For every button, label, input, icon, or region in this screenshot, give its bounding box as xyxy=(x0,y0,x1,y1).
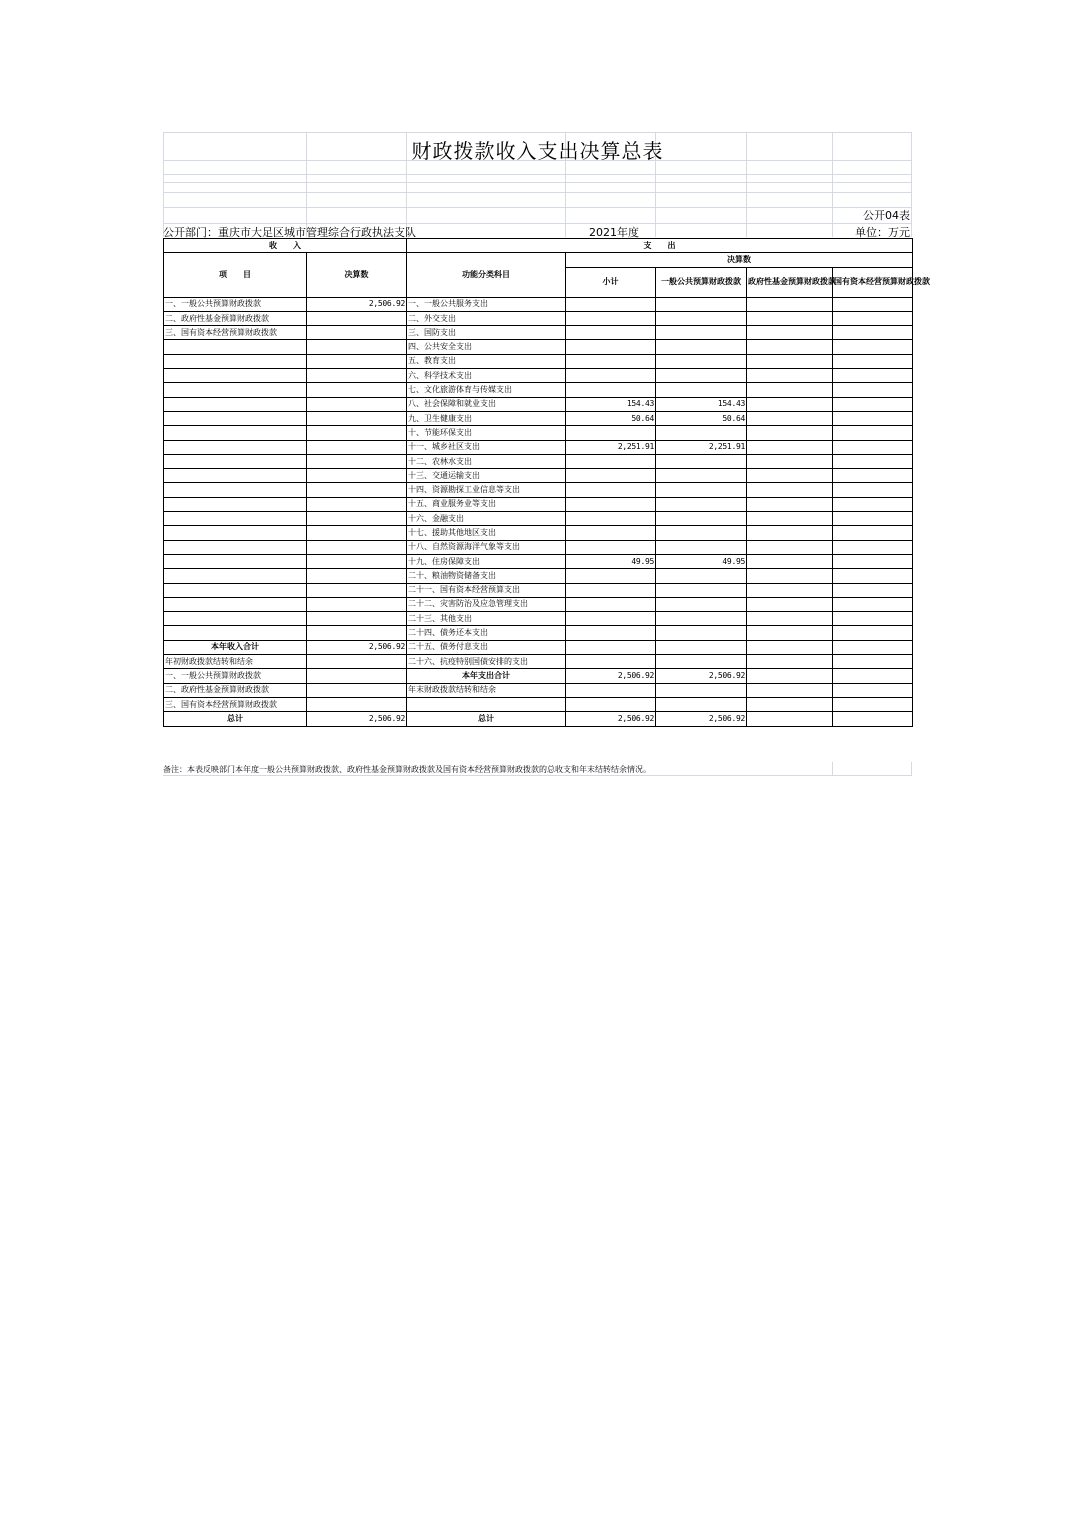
state-capital-cell xyxy=(833,297,913,311)
general-budget-cell xyxy=(656,583,747,597)
table-row xyxy=(164,369,913,383)
general-budget-cell xyxy=(656,526,747,540)
state-capital-cell xyxy=(833,426,913,440)
category-header: 功能分类科目 xyxy=(407,253,566,297)
table-tag: 公开04表 xyxy=(863,209,910,222)
income-item-cell xyxy=(164,440,307,454)
income-amount-cell xyxy=(307,340,407,354)
table-row xyxy=(164,540,913,554)
gov-fund-cell xyxy=(747,311,833,325)
income-item-cell xyxy=(164,354,307,368)
table-row xyxy=(164,683,913,697)
income-item-cell: 年初财政拨款结转和结余 xyxy=(164,655,307,669)
income-amount-cell: 2,506.92 xyxy=(307,640,407,654)
table-row xyxy=(164,512,913,526)
state-capital-cell xyxy=(833,340,913,354)
gov-fund-cell xyxy=(747,712,833,726)
state-capital-cell xyxy=(833,554,913,568)
table-row xyxy=(164,655,913,669)
table-row xyxy=(164,311,913,325)
state-capital-cell xyxy=(833,655,913,669)
subtotal-cell xyxy=(566,569,656,583)
general-budget-cell xyxy=(656,340,747,354)
income-item-cell xyxy=(164,526,307,540)
income-amount-cell xyxy=(307,612,407,626)
gov-fund-cell xyxy=(747,540,833,554)
gov-fund-cell xyxy=(747,683,833,697)
state-capital-cell xyxy=(833,469,913,483)
gov-fund-cell xyxy=(747,497,833,511)
subtotal-cell xyxy=(566,297,656,311)
table-row xyxy=(164,340,913,354)
gov-fund-cell xyxy=(747,340,833,354)
category-cell: 二十、粮油物资储备支出 xyxy=(407,569,566,583)
general-budget-cell xyxy=(656,683,747,697)
category-cell: 七、文化旅游体育与传媒支出 xyxy=(407,383,566,397)
subtotal-cell xyxy=(566,655,656,669)
general-budget-cell xyxy=(656,369,747,383)
state-capital-cell xyxy=(833,311,913,325)
category-cell: 总计 xyxy=(407,712,566,726)
category-cell: 十二、农林水支出 xyxy=(407,454,566,468)
subtotal-cell xyxy=(566,526,656,540)
state-capital-cell xyxy=(833,597,913,611)
general-budget-cell xyxy=(656,512,747,526)
subtotal-cell xyxy=(566,640,656,654)
gov-fund-cell xyxy=(747,411,833,425)
year-label: 2021年度 xyxy=(589,226,639,239)
table-row xyxy=(164,383,913,397)
gov-fund-cell xyxy=(747,369,833,383)
state-capital-cell xyxy=(833,569,913,583)
state-capital-cell xyxy=(833,712,913,726)
table-row xyxy=(164,697,913,711)
table-row xyxy=(164,454,913,468)
category-cell xyxy=(407,697,566,711)
income-amount-cell: 2,506.92 xyxy=(307,712,407,726)
subtotal-cell xyxy=(566,483,656,497)
general-budget-cell xyxy=(656,297,747,311)
gov-fund-cell xyxy=(747,326,833,340)
state-capital-cell xyxy=(833,454,913,468)
category-cell: 十九、住房保障支出 xyxy=(407,554,566,568)
income-item-cell xyxy=(164,483,307,497)
state-capital-cell xyxy=(833,697,913,711)
gov-fund-header: 政府性基金预算财政拨款 xyxy=(747,267,833,297)
category-cell: 二十六、抗疫特别国债安排的支出 xyxy=(407,655,566,669)
income-item-cell xyxy=(164,569,307,583)
general-budget-cell xyxy=(656,497,747,511)
income-item-cell xyxy=(164,340,307,354)
subtotal-cell xyxy=(566,340,656,354)
general-budget-cell xyxy=(656,454,747,468)
state-capital-cell xyxy=(833,383,913,397)
income-item-cell: 总计 xyxy=(164,712,307,726)
state-capital-cell xyxy=(833,583,913,597)
income-item-cell xyxy=(164,512,307,526)
income-amount-cell xyxy=(307,426,407,440)
income-item-cell xyxy=(164,626,307,640)
income-amount-cell xyxy=(307,597,407,611)
category-cell: 二十四、债务还本支出 xyxy=(407,626,566,640)
subtotal-cell xyxy=(566,354,656,368)
category-cell: 二十二、灾害防治及应急管理支出 xyxy=(407,597,566,611)
income-item-cell: 三、国有资本经营预算财政拨款 xyxy=(164,697,307,711)
gov-fund-cell xyxy=(747,669,833,683)
income-amount-cell xyxy=(307,526,407,540)
item-header: 项 目 xyxy=(164,253,307,297)
general-budget-cell: 154.43 xyxy=(656,397,747,411)
gov-fund-cell xyxy=(747,626,833,640)
table-row xyxy=(164,426,913,440)
gov-fund-cell xyxy=(747,526,833,540)
category-cell: 六、科学技术支出 xyxy=(407,369,566,383)
subtotal-cell: 2,506.92 xyxy=(566,712,656,726)
subtotal-cell xyxy=(566,383,656,397)
general-budget-cell xyxy=(656,469,747,483)
category-cell: 本年支出合计 xyxy=(407,669,566,683)
subtotal-cell: 154.43 xyxy=(566,397,656,411)
category-cell: 二、外交支出 xyxy=(407,311,566,325)
income-amount-cell xyxy=(307,397,407,411)
income-item-cell xyxy=(164,554,307,568)
gov-fund-cell xyxy=(747,397,833,411)
income-amount-cell xyxy=(307,383,407,397)
table-row xyxy=(164,483,913,497)
income-item-cell xyxy=(164,597,307,611)
income-amount-cell xyxy=(307,369,407,383)
income-amount-cell xyxy=(307,497,407,511)
income-item-cell xyxy=(164,426,307,440)
category-cell: 五、教育支出 xyxy=(407,354,566,368)
income-header: 收 入 xyxy=(164,239,407,253)
income-amount-cell xyxy=(307,326,407,340)
income-item-cell xyxy=(164,397,307,411)
general-budget-cell xyxy=(656,612,747,626)
general-budget-cell xyxy=(656,569,747,583)
subtotal-cell xyxy=(566,626,656,640)
state-capital-cell xyxy=(833,354,913,368)
table-row xyxy=(164,497,913,511)
gov-fund-cell xyxy=(747,512,833,526)
income-amount-cell xyxy=(307,669,407,683)
gov-fund-cell xyxy=(747,426,833,440)
category-cell: 二十一、国有资本经营预算支出 xyxy=(407,583,566,597)
category-cell: 十、节能环保支出 xyxy=(407,426,566,440)
category-cell: 四、公共安全支出 xyxy=(407,340,566,354)
table-row xyxy=(164,569,913,583)
income-item-cell xyxy=(164,383,307,397)
general-budget-cell xyxy=(656,697,747,711)
category-cell: 十八、自然资源海洋气象等支出 xyxy=(407,540,566,554)
general-budget-cell: 50.64 xyxy=(656,411,747,425)
general-budget-cell: 2,251.91 xyxy=(656,440,747,454)
income-amount-cell xyxy=(307,569,407,583)
expense-header: 支 出 xyxy=(407,239,913,253)
state-capital-cell xyxy=(833,612,913,626)
subtotal-cell xyxy=(566,454,656,468)
state-capital-cell xyxy=(833,397,913,411)
general-budget-cell xyxy=(656,326,747,340)
state-capital-cell xyxy=(833,440,913,454)
gov-fund-cell xyxy=(747,697,833,711)
gov-fund-cell xyxy=(747,297,833,311)
income-amount-cell xyxy=(307,469,407,483)
general-budget-cell xyxy=(656,483,747,497)
income-amount-cell xyxy=(307,354,407,368)
table-row xyxy=(164,469,913,483)
income-amount-cell xyxy=(307,411,407,425)
income-item-cell: 三、国有资本经营预算财政拨款 xyxy=(164,326,307,340)
state-capital-cell xyxy=(833,640,913,654)
gov-fund-cell xyxy=(747,612,833,626)
state-capital-cell xyxy=(833,326,913,340)
state-capital-cell xyxy=(833,483,913,497)
subtotal-cell xyxy=(566,683,656,697)
subtotal-cell xyxy=(566,369,656,383)
gov-fund-cell xyxy=(747,583,833,597)
state-capital-cell xyxy=(833,369,913,383)
general-budget-cell xyxy=(656,597,747,611)
general-budget-cell xyxy=(656,354,747,368)
income-amount-cell xyxy=(307,626,407,640)
state-capital-cell xyxy=(833,497,913,511)
table-row xyxy=(164,354,913,368)
subtotal-cell xyxy=(566,697,656,711)
income-amount-cell xyxy=(307,583,407,597)
gov-fund-cell xyxy=(747,440,833,454)
general-budget-cell xyxy=(656,540,747,554)
state-capital-cell xyxy=(833,626,913,640)
category-cell: 十一、城乡社区支出 xyxy=(407,440,566,454)
income-item-cell xyxy=(164,612,307,626)
state-capital-cell xyxy=(833,411,913,425)
general-budget-cell xyxy=(656,655,747,669)
table-row xyxy=(164,612,913,626)
category-cell: 九、卫生健康支出 xyxy=(407,411,566,425)
category-cell: 一、一般公共服务支出 xyxy=(407,297,566,311)
subtotal-cell xyxy=(566,540,656,554)
unit-label: 单位：万元 xyxy=(855,226,910,239)
department-label: 公开部门：重庆市大足区城市管理综合行政执法支队 xyxy=(163,226,416,239)
category-cell: 十三、交通运输支出 xyxy=(407,469,566,483)
income-item-cell xyxy=(164,583,307,597)
category-cell: 十七、援助其他地区支出 xyxy=(407,526,566,540)
subtotal-cell xyxy=(566,426,656,440)
table-row xyxy=(164,712,913,726)
general-budget-cell: 2,506.92 xyxy=(656,669,747,683)
gov-fund-cell xyxy=(747,569,833,583)
gov-fund-cell xyxy=(747,469,833,483)
subtotal-cell: 50.64 xyxy=(566,411,656,425)
table-row xyxy=(164,326,913,340)
income-item-cell xyxy=(164,454,307,468)
general-budget-cell: 49.95 xyxy=(656,554,747,568)
income-item-cell xyxy=(164,540,307,554)
state-capital-cell xyxy=(833,526,913,540)
general-budget-header: 一般公共预算财政拨款 xyxy=(656,267,747,297)
state-capital-cell xyxy=(833,669,913,683)
income-item-cell xyxy=(164,469,307,483)
table-row xyxy=(164,597,913,611)
subtotal-cell: 49.95 xyxy=(566,554,656,568)
category-cell: 二十五、债务付息支出 xyxy=(407,640,566,654)
subtotal-cell xyxy=(566,583,656,597)
page-title: 财政拨款收入支出决算总表 xyxy=(411,139,664,163)
table-row xyxy=(164,297,913,311)
subtotal-cell xyxy=(566,497,656,511)
income-amount-cell xyxy=(307,554,407,568)
subtotal-cell xyxy=(566,597,656,611)
table-row xyxy=(164,583,913,597)
gov-fund-cell xyxy=(747,383,833,397)
category-cell: 二十三、其他支出 xyxy=(407,612,566,626)
income-amount-cell: 2,506.92 xyxy=(307,297,407,311)
state-capital-header: 国有资本经营预算财政拨款 xyxy=(833,267,913,297)
category-cell: 十六、金融支出 xyxy=(407,512,566,526)
gov-fund-cell xyxy=(747,454,833,468)
income-item-cell xyxy=(164,497,307,511)
income-item-cell: 二、政府性基金预算财政拨款 xyxy=(164,683,307,697)
amount-header: 决算数 xyxy=(307,253,407,297)
general-budget-cell xyxy=(656,311,747,325)
income-amount-cell xyxy=(307,683,407,697)
table-row xyxy=(164,626,913,640)
income-amount-cell xyxy=(307,311,407,325)
table-row xyxy=(164,397,913,411)
category-cell: 年末财政拨款结转和结余 xyxy=(407,683,566,697)
general-budget-cell xyxy=(656,640,747,654)
gov-fund-cell xyxy=(747,597,833,611)
amount-group-header: 决算数 xyxy=(566,253,913,267)
income-amount-cell xyxy=(307,655,407,669)
income-amount-cell xyxy=(307,512,407,526)
subtotal-cell xyxy=(566,612,656,626)
table-row xyxy=(164,640,913,654)
subtotal-cell xyxy=(566,469,656,483)
income-amount-cell xyxy=(307,440,407,454)
income-item-cell: 一、一般公共预算财政拨款 xyxy=(164,297,307,311)
income-amount-cell xyxy=(307,483,407,497)
table-row xyxy=(164,411,913,425)
category-cell: 三、国防支出 xyxy=(407,326,566,340)
gov-fund-cell xyxy=(747,554,833,568)
general-budget-cell xyxy=(656,383,747,397)
gov-fund-cell xyxy=(747,354,833,368)
subtotal-cell xyxy=(566,311,656,325)
category-cell: 十四、资源勘探工业信息等支出 xyxy=(407,483,566,497)
general-budget-cell xyxy=(656,626,747,640)
general-budget-cell: 2,506.92 xyxy=(656,712,747,726)
table-row xyxy=(164,526,913,540)
income-amount-cell xyxy=(307,540,407,554)
table-note: 备注：本表反映部门本年度一般公共预算财政拨款、政府性基金预算财政拨款及国有资本经营预算财政拨款的总收支和年末结转结余情况。 xyxy=(163,765,651,774)
subtotal-cell: 2,506.92 xyxy=(566,669,656,683)
gov-fund-cell xyxy=(747,655,833,669)
subtotal-cell: 2,251.91 xyxy=(566,440,656,454)
gov-fund-cell xyxy=(747,640,833,654)
income-item-cell: 一、一般公共预算财政拨款 xyxy=(164,669,307,683)
budget-table xyxy=(163,238,930,727)
category-cell: 八、社会保障和就业支出 xyxy=(407,397,566,411)
state-capital-cell xyxy=(833,540,913,554)
gov-fund-cell xyxy=(747,483,833,497)
state-capital-cell xyxy=(833,683,913,697)
category-cell: 十五、商业服务业等支出 xyxy=(407,497,566,511)
subtotal-header: 小计 xyxy=(566,267,656,297)
state-capital-cell xyxy=(833,512,913,526)
income-item-cell xyxy=(164,411,307,425)
table-row xyxy=(164,440,913,454)
income-amount-cell xyxy=(307,454,407,468)
income-item-cell: 二、政府性基金预算财政拨款 xyxy=(164,311,307,325)
general-budget-cell xyxy=(656,426,747,440)
income-item-cell: 本年收入合计 xyxy=(164,640,307,654)
subtotal-cell xyxy=(566,512,656,526)
table-row xyxy=(164,669,913,683)
income-item-cell xyxy=(164,369,307,383)
income-amount-cell xyxy=(307,697,407,711)
subtotal-cell xyxy=(566,326,656,340)
table-row xyxy=(164,554,913,568)
